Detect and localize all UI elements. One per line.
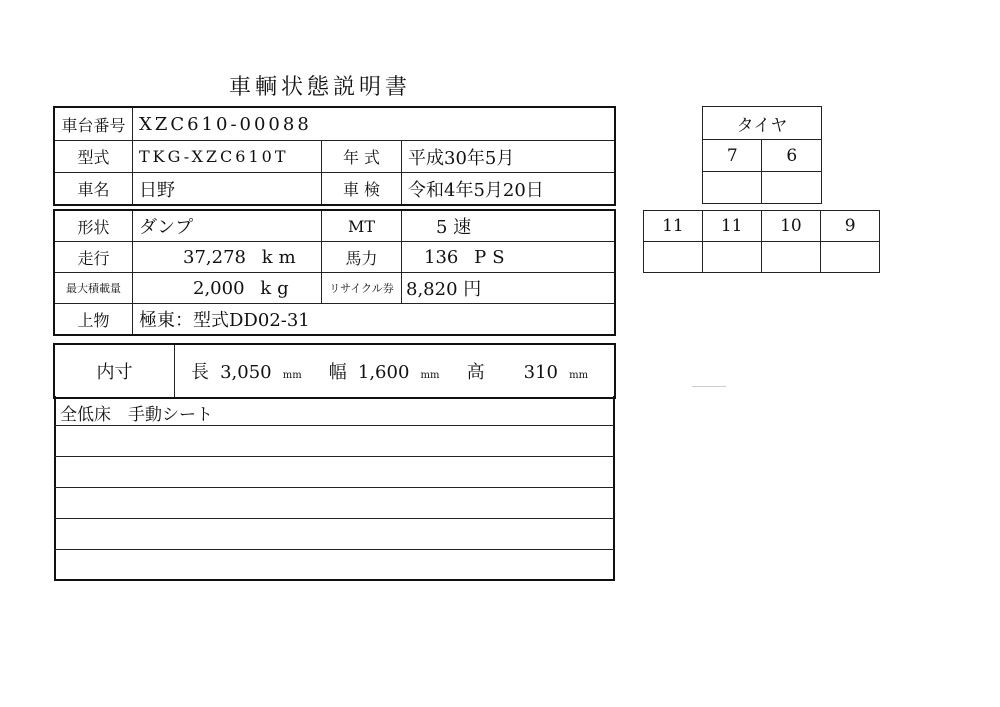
tire-rear-2: 11 bbox=[702, 211, 761, 242]
vehicle-info-table bbox=[54, 107, 615, 205]
spec-table bbox=[54, 210, 615, 335]
payload-cell bbox=[133, 273, 322, 304]
mileage-value: 37,278 bbox=[183, 246, 246, 268]
width-value: 1,600 bbox=[357, 362, 410, 383]
shape-value: ダンプ bbox=[133, 211, 322, 242]
inner-dimension-table bbox=[54, 344, 615, 398]
mileage-cell bbox=[133, 242, 322, 273]
chassis-value: XZC610-00088 bbox=[133, 108, 615, 141]
tire-front-right-blank bbox=[762, 172, 822, 204]
document-title: 車輌状態説明書 bbox=[228, 75, 411, 100]
scan-mark bbox=[692, 386, 726, 387]
tire-rear-1: 11 bbox=[644, 211, 703, 242]
tire-rear-3: 10 bbox=[761, 211, 821, 242]
year-label: 年 式 bbox=[322, 141, 402, 173]
name-value: 日野 bbox=[133, 173, 322, 205]
notes-line bbox=[54, 425, 614, 426]
recycle-label: リサイクル券 bbox=[322, 273, 402, 304]
inspection-label: 車 検 bbox=[322, 173, 402, 205]
tire-rear-table bbox=[643, 210, 880, 273]
transmission-label: MT bbox=[322, 211, 402, 242]
notes-line bbox=[54, 518, 614, 519]
chassis-label: 車台番号 bbox=[55, 108, 133, 141]
inner-label: 内寸 bbox=[55, 345, 175, 398]
mileage-label: 走行 bbox=[55, 242, 133, 273]
recycle-value: 8,820 円 bbox=[402, 273, 615, 304]
width-unit: mm bbox=[420, 370, 440, 381]
tire-rear-blank bbox=[702, 242, 761, 273]
payload-label: 最大積載量 bbox=[55, 273, 133, 304]
height-unit: mm bbox=[569, 370, 589, 381]
power-label: 馬力 bbox=[322, 242, 402, 273]
model-value: TKG-XZC610T bbox=[133, 141, 322, 173]
tire-rear-blank bbox=[644, 242, 703, 273]
power-cell bbox=[402, 242, 615, 273]
inner-dimensions bbox=[175, 345, 615, 398]
payload-value: 2,000 bbox=[193, 277, 245, 299]
notes-line bbox=[54, 456, 614, 457]
notes-text: 全低床 手動シート bbox=[60, 405, 213, 425]
name-label: 車名 bbox=[55, 173, 133, 205]
shape-label: 形状 bbox=[55, 211, 133, 242]
notes-line bbox=[54, 487, 614, 488]
length-value: 3,050 bbox=[220, 362, 272, 383]
width-label: 幅 bbox=[328, 362, 347, 383]
mileage-unit: km bbox=[261, 246, 302, 268]
transmission-value: 5 速 bbox=[402, 211, 615, 242]
tire-rear-blank bbox=[761, 242, 821, 273]
tire-front-table bbox=[702, 106, 822, 204]
payload-unit: kg bbox=[260, 277, 295, 299]
tire-rear-4: 9 bbox=[821, 211, 880, 242]
power-unit: PS bbox=[474, 246, 511, 268]
tire-rear-blank bbox=[821, 242, 880, 273]
length-label: 長 bbox=[191, 362, 209, 383]
length-unit: mm bbox=[282, 370, 302, 381]
tire-header: タイヤ bbox=[703, 107, 822, 140]
height-label: 高 bbox=[466, 362, 485, 383]
model-label: 型式 bbox=[55, 141, 133, 173]
tire-front-left-blank bbox=[703, 172, 762, 204]
height-value: 310 bbox=[523, 362, 559, 383]
inspection-value: 令和4年5月20日 bbox=[402, 173, 615, 205]
year-value: 平成30年5月 bbox=[402, 141, 615, 173]
tire-front-left: 7 bbox=[703, 140, 762, 172]
power-value: 136 bbox=[424, 246, 459, 268]
tire-front-right: 6 bbox=[762, 140, 822, 172]
notes-line bbox=[54, 549, 614, 550]
body-value: 極東：型式DD02-31 bbox=[133, 304, 615, 335]
body-label: 上物 bbox=[55, 304, 133, 335]
notes-area bbox=[54, 396, 615, 581]
